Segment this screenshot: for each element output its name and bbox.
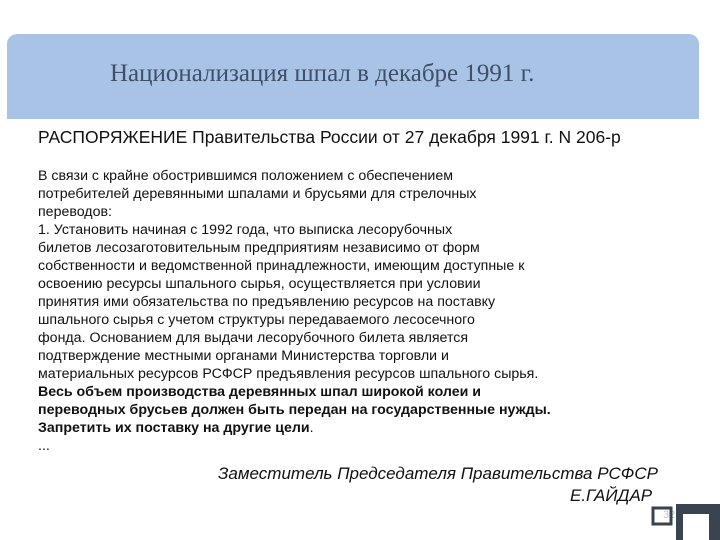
signature-name: Е.ГАЙДАР bbox=[570, 486, 653, 505]
document-line: потребителей деревянными шпалами и брусьями для стрелочных bbox=[38, 186, 477, 202]
slide-title: Национализация шпал в декабре 1991 г. bbox=[110, 60, 535, 87]
document-line: фонда. Основанием для выдачи лесорубочного билета является bbox=[38, 330, 469, 346]
signature-position: Заместитель Председателя Правительства РСФСР bbox=[218, 464, 658, 483]
document-bold-line: Запретить их поставку на другие цели bbox=[38, 420, 310, 436]
document-line: собственности и ведомственной принадлежности, имеющим доступные к bbox=[38, 258, 525, 274]
navigation-icon bbox=[650, 504, 720, 540]
document-bold-tail: . bbox=[309, 420, 314, 436]
document-ellipsis: ... bbox=[38, 438, 50, 454]
document-scan bbox=[22, 120, 700, 532]
document-line: шпального сырья с учетом структуры передаваемого лесосечного bbox=[38, 312, 475, 328]
document-line: материальных ресурсов РСФСР предъявления ресурсов шпального сырья. bbox=[38, 366, 539, 382]
page-number: 32 bbox=[663, 509, 676, 521]
document-line: билетов лесозаготовительным предприятиям независимо от форм bbox=[38, 240, 480, 256]
document-line: подтверждение местными органами Министерства торговли и bbox=[38, 348, 449, 364]
document-line: В связи с крайне обострившимся положением с обеспечением bbox=[38, 168, 453, 184]
document-line: 1. Установить начиная с 1992 года, что выписка лесорубочных bbox=[38, 222, 453, 238]
document-last-line bbox=[38, 420, 314, 437]
document-bold-line: Весь объем производства деревянных шпал широкой колеи и bbox=[38, 384, 481, 400]
document-line: переводов: bbox=[38, 204, 112, 220]
document-line: освоению ресурсы шпального сырья, осуществляется при условии bbox=[38, 276, 481, 292]
document-line: принятия ими обязательства по предъявлению ресурсов на поставку bbox=[38, 294, 496, 310]
document-bold-line: переводных брусьев должен быть передан на государственные нужды. bbox=[38, 402, 551, 418]
document-heading: РАСПОРЯЖЕНИЕ Правительства России от 27 декабря 1991 г. N 206-р bbox=[38, 127, 621, 147]
